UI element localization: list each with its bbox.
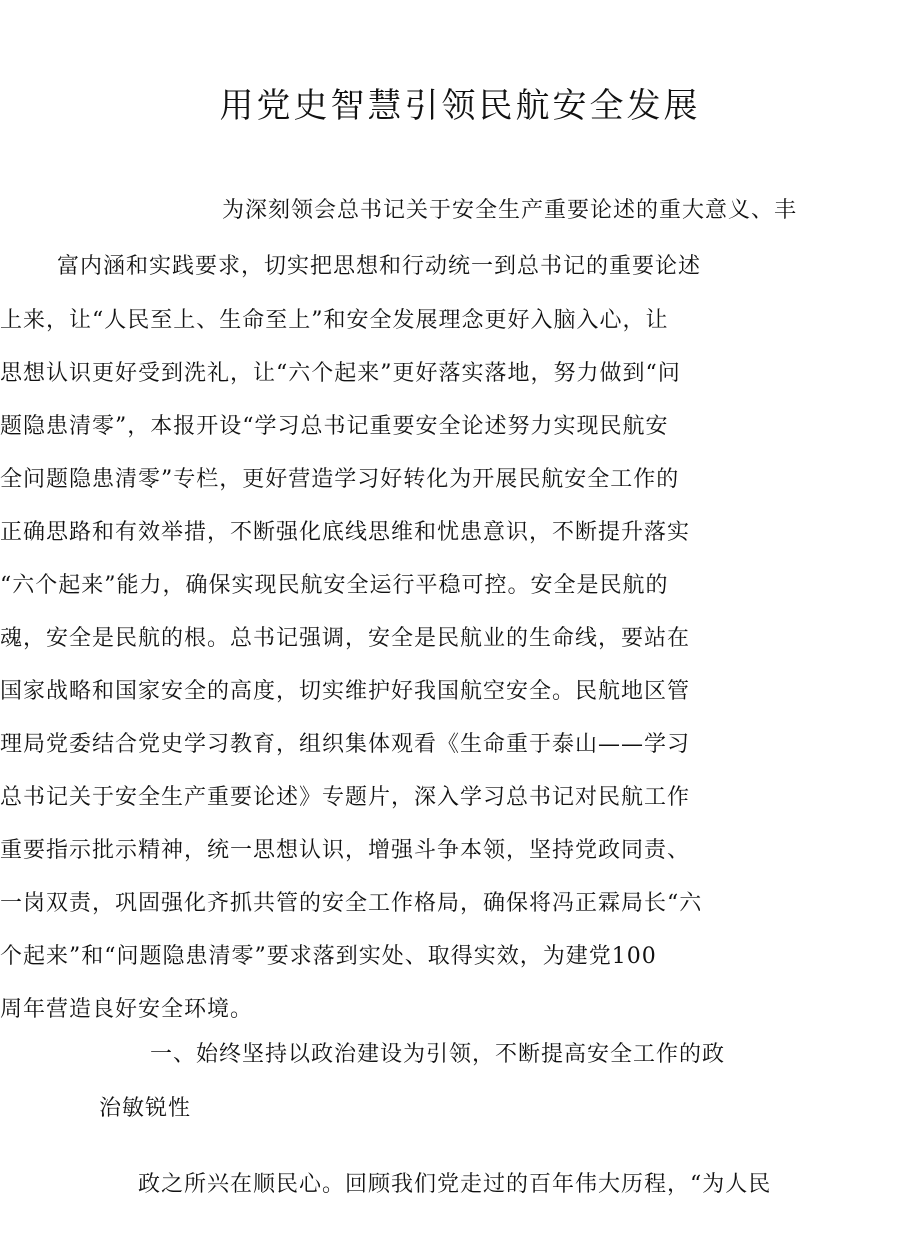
intro-line: 理局党委结合党史学习教育，组织集体观看《生命重于泰山——学习 xyxy=(0,732,691,757)
section-heading-line-1: 一、始终坚持以政治建设为引领，不断提高安全工作的政 xyxy=(150,1042,726,1067)
intro-line: 上来，让“人民至上、生命至上”和安全发展理念更好入脑入心，让 xyxy=(0,308,669,333)
intro-line: 重要指示批示精神，统一思想认识，增强斗争本领，坚持党政同责、 xyxy=(0,838,691,863)
intro-line: 思想认识更好受到洗礼，让“六个起来”更好落实落地，努力做到“问 xyxy=(0,361,681,386)
intro-line: 总书记关于安全生产重要论述》专题片，深入学习总书记对民航工作 xyxy=(0,785,691,810)
intro-line: 全问题隐患清零”专栏，更好营造学习好转化为开展民航安全工作的 xyxy=(0,467,680,492)
intro-line: 个起来”和“问题隐患清零”要求落到实处、取得实效，为建党100 xyxy=(0,944,657,969)
intro-line: 国家战略和国家安全的高度，切实维护好我国航空安全。民航地区管 xyxy=(0,679,691,704)
document-title: 用党史智慧引领民航安全发展 xyxy=(219,86,701,126)
section-heading-line-2: 治敏锐性 xyxy=(99,1096,192,1121)
intro-line: “六个起来”能力，确保实现民航安全运行平稳可控。安全是民航的 xyxy=(0,573,669,598)
intro-line: 一岗双责，巩固强化齐抓共管的安全工作格局，确保将冯正霖局长“六 xyxy=(0,891,703,916)
intro-first-line: 为深刻领会总书记关于安全生产重要论述的重大意义、丰 xyxy=(222,198,798,223)
intro-line: 周年营造良好安全环境。 xyxy=(0,997,254,1022)
intro-line: 魂，安全是民航的根。总书记强调，安全是民航业的生命线，要站在 xyxy=(0,626,691,651)
section-paragraph-first-line: 政之所兴在顺民心。回顾我们党走过的百年伟大历程，“为人民 xyxy=(138,1172,772,1197)
intro-line: 富内涵和实践要求，切实把思想和行动统一到总书记的重要论述 xyxy=(57,254,702,279)
intro-line: 正确思路和有效举措，不断强化底线思维和忧患意识，不断提升落实 xyxy=(0,520,691,545)
intro-line: 题隐患清零”，本报开设“学习总书记重要安全论述努力实现民航安 xyxy=(0,414,669,439)
